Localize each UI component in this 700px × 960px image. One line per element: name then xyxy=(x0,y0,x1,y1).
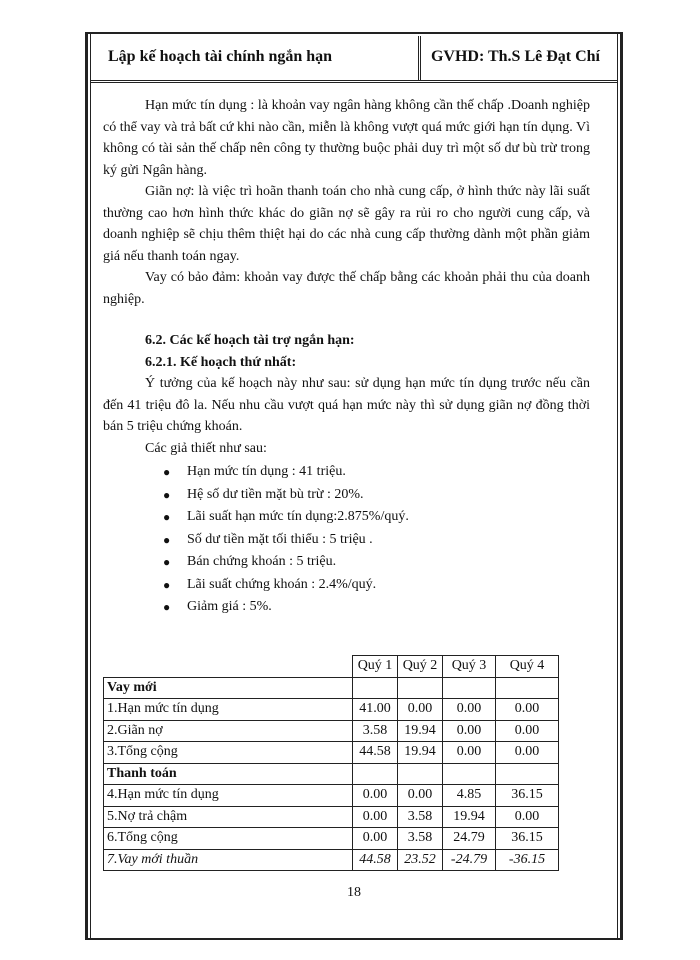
bullet-icon: ● xyxy=(163,532,171,547)
list-item: ● Hạn mức tín dụng : 41 triệu. xyxy=(103,461,590,484)
table-row: 3.Tổng cộng 44.58 19.94 0.00 0.00 xyxy=(104,742,559,764)
table-row: Thanh toán xyxy=(104,763,559,785)
page-number: 18 xyxy=(347,885,361,900)
table-row: 7.Vay mới thuần 44.58 23.52 -24.79 -36.15 xyxy=(104,849,559,871)
list-item: ● Hệ số dư tiền mặt bù trừ : 20%. xyxy=(103,484,590,507)
list-item: ● Bán chứng khoán : 5 triệu. xyxy=(103,551,590,574)
col-header-q4: Quý 4 xyxy=(496,656,559,678)
col-header-q3: Quý 3 xyxy=(443,656,496,678)
bullet-icon: ● xyxy=(163,577,171,592)
section-heading: 6.2. Các kế hoạch tài trợ ngắn hạn: xyxy=(145,333,355,348)
table-row: 4.Hạn mức tín dụng 0.00 0.00 4.85 36.15 xyxy=(104,785,559,807)
header-title: Lập kế hoạch tài chính ngắn hạn xyxy=(108,48,333,65)
table-row: 1.Hạn mức tín dụng 41.00 0.00 0.00 0.00 xyxy=(104,699,559,721)
table-row: 2.Giãn nợ 3.58 19.94 0.00 0.00 xyxy=(104,720,559,742)
paragraph-secured-loan: Vay có bảo đảm: khoản vay được thế chấp bằng các khoản phải thu của doanh nghiệp. xyxy=(103,270,590,307)
table-row: Vay mới xyxy=(104,677,559,699)
col-header-q2: Quý 2 xyxy=(398,656,443,678)
table-corner xyxy=(104,656,353,678)
assumptions-label: Các giả thiết như sau: xyxy=(145,440,267,456)
bullet-icon: ● xyxy=(163,487,171,502)
table-row: 6.Tổng cộng 0.00 3.58 24.79 36.15 xyxy=(104,828,559,850)
plan-intro: Ý tưởng của kế hoạch này như sau: sử dụng hạn mức tín dụng trước nếu cần đến 41 triệu đô la. Nếu nhu cầu vượt quá hạn mức này thì sử dụng giãn nợ đồng thời bán 5 triệu chứng khoán. xyxy=(103,376,590,434)
table-header-row xyxy=(104,656,559,678)
list-item: ● Số dư tiền mặt tối thiểu : 5 triệu . xyxy=(103,529,590,552)
header-rule xyxy=(90,80,618,83)
header-divider xyxy=(418,36,421,80)
list-item: ● Lãi suất hạn mức tín dụng:2.875%/quý. xyxy=(103,506,590,529)
list-item: ● Giảm giá : 5%. xyxy=(103,596,590,619)
table-row: 5.Nợ trả chậm 0.00 3.58 19.94 0.00 xyxy=(104,806,559,828)
paragraph-stretching-payables: Giãn nợ: là việc trì hoãn thanh toán cho nhà cung cấp, ở hình thức này lãi suất thường cao hơn hình thức khác do giãn nợ sẽ gây ra rủi ro cho người cung cấp, và doanh nghiệp sẽ chịu thêm thiệt hại do các nhà cung cấp thường dành một phần giảm giá nếu thanh toán ngay. xyxy=(103,184,590,264)
body-content xyxy=(103,95,590,619)
list-item: ● Lãi suất chứng khoán : 2.4%/quý. xyxy=(103,574,590,597)
header-advisor: GVHD: Th.S Lê Đạt Chí xyxy=(430,48,600,65)
bullet-icon: ● xyxy=(163,555,171,569)
bullet-icon: ● xyxy=(163,510,171,524)
financing-plan-table xyxy=(103,655,559,871)
assumptions-list xyxy=(103,461,590,619)
col-header-q1: Quý 1 xyxy=(353,656,398,678)
page-header xyxy=(90,36,618,80)
subsection-heading: 6.2.1. Kế hoạch thứ nhất: xyxy=(145,354,297,370)
frame-bottom-line xyxy=(85,938,623,940)
bullet-icon: ● xyxy=(163,600,171,614)
frame-top-line xyxy=(85,32,623,34)
paragraph-credit-line: Hạn mức tín dụng : là khoản vay ngân hàng không cần thế chấp .Doanh nghiệp có thể vay và trả bất cứ khi nào cần, miễn là không vượt quá mức giới hạn tín dụng. Vì không có tài sản thế chấp nên công ty thường buộc phải duy trì một số dư bù trừ trong ký gửi Ngân hàng. xyxy=(103,98,590,178)
bullet-icon: ● xyxy=(163,465,171,479)
